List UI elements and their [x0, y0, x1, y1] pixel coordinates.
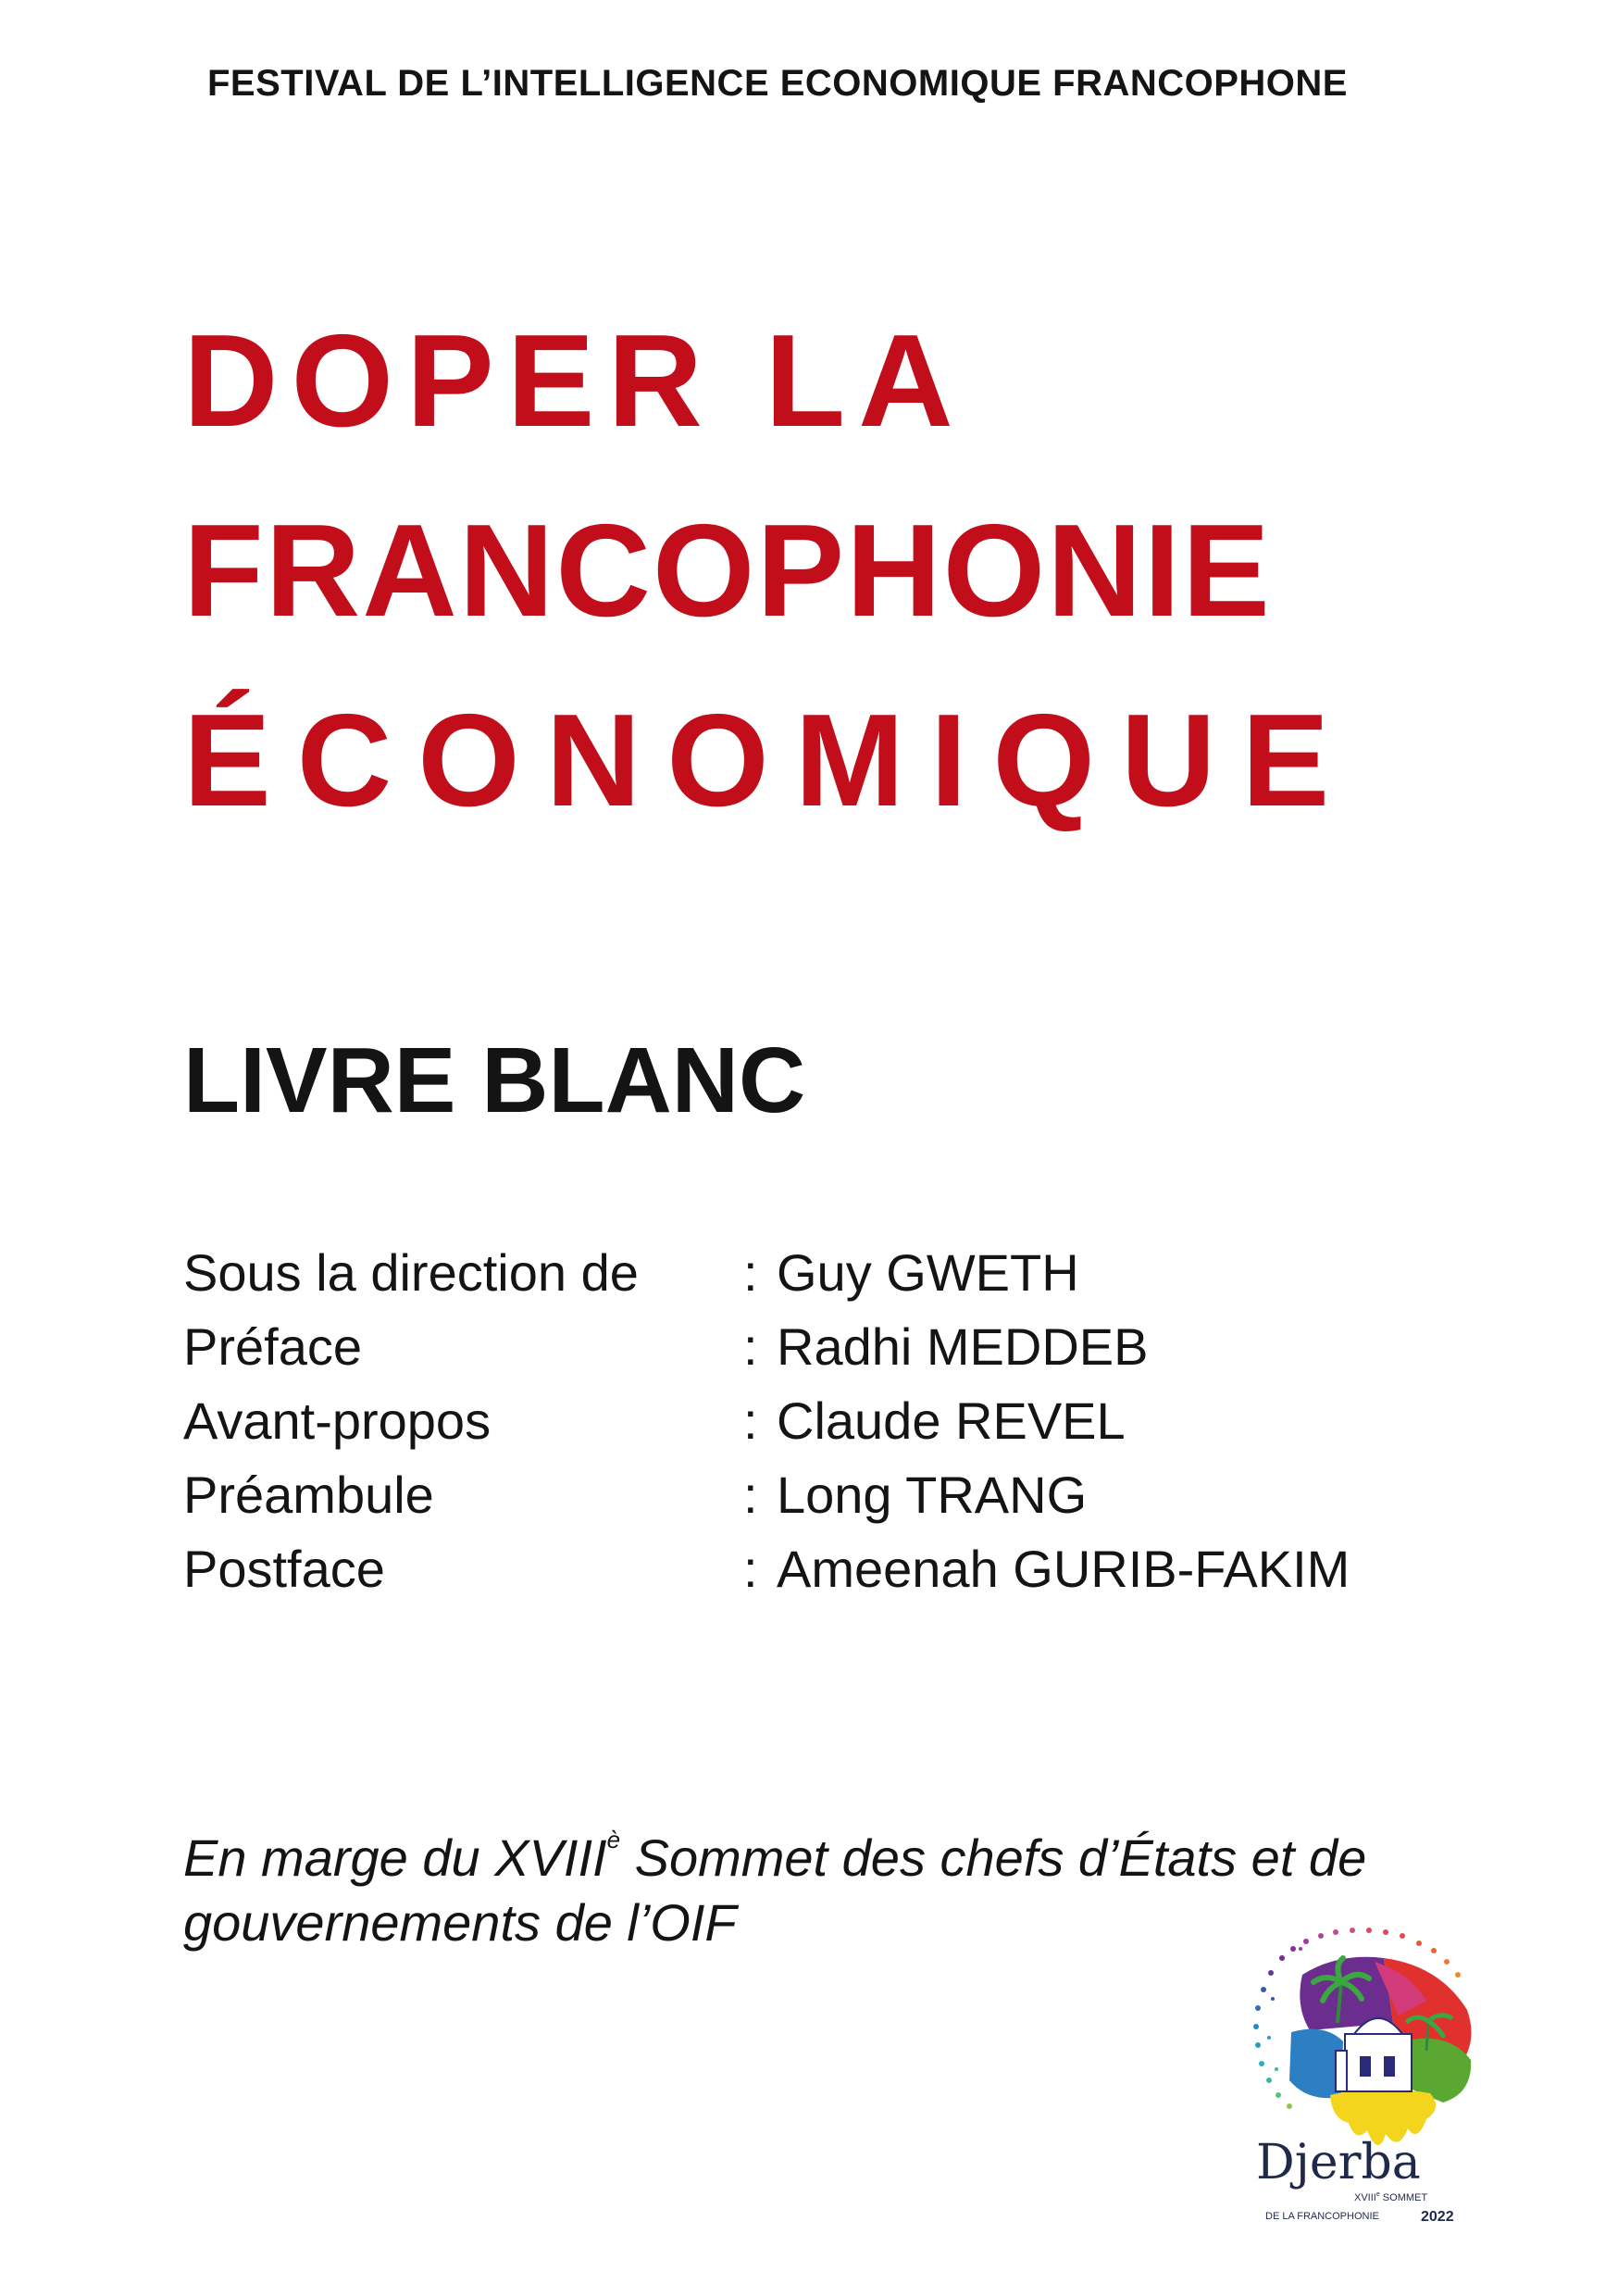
- credit-separator: :: [743, 1317, 758, 1376]
- festival-header: FESTIVAL DE L’INTELLIGENCE ECONOMIQUE FRANCOPHONE: [207, 63, 1348, 104]
- djerba-summit-logo: [1245, 1921, 1495, 2236]
- credit-name: Ameenah GURIB-FAKIM: [777, 1540, 1350, 1598]
- credit-row-avant-propos: [183, 1384, 1350, 1458]
- logo-wordmark: Djerba: [1256, 2135, 1421, 2190]
- credit-row-postface: [183, 1532, 1350, 1606]
- credit-role: Avant-propos: [183, 1391, 492, 1450]
- credit-row-preambule: [183, 1458, 1350, 1532]
- credit-role: Préambule: [183, 1466, 434, 1524]
- logo-line-1-rest: SOMMET: [1379, 2192, 1428, 2203]
- credit-name: Radhi MEDDEB: [777, 1317, 1149, 1376]
- logo-year: 2022: [1421, 2209, 1454, 2225]
- credit-separator: :: [743, 1540, 758, 1598]
- credit-separator: :: [743, 1243, 758, 1302]
- credit-separator: :: [743, 1466, 758, 1524]
- credit-name: Long TRANG: [777, 1466, 1088, 1524]
- credit-row-preface: [183, 1310, 1350, 1384]
- main-title-line-3: ÉCONOMIQUE: [183, 687, 1356, 834]
- credit-role: Préface: [183, 1317, 362, 1376]
- credit-separator: :: [743, 1391, 758, 1450]
- main-title-line-1: DOPER LA: [183, 307, 966, 455]
- credit-role: Postface: [183, 1540, 385, 1598]
- logo-line-1: [1354, 2191, 1427, 2203]
- logo-line-1-roman: XVIII: [1354, 2192, 1376, 2203]
- tagline-superscript: è: [606, 1826, 621, 1853]
- tagline-part-2: Sommet des chefs d’États et de gouvernements de l’OIF: [183, 1828, 1367, 1952]
- logo-line-1-sup: e: [1375, 2191, 1380, 2198]
- credit-name: Guy GWETH: [777, 1243, 1079, 1302]
- tagline-part-1: En marge du XVIII: [183, 1828, 607, 1887]
- main-title-line-2: FRANCOPHONIE: [183, 497, 1272, 644]
- credit-row-direction: [183, 1236, 1350, 1310]
- credits-list: [183, 1236, 1350, 1606]
- document-subtitle: LIVRE BLANC: [183, 1029, 806, 1132]
- credit-name: Claude REVEL: [777, 1391, 1126, 1450]
- logo-line-2: DE LA FRANCOPHONIE: [1265, 2211, 1379, 2222]
- credit-role: Sous la direction de: [183, 1243, 639, 1302]
